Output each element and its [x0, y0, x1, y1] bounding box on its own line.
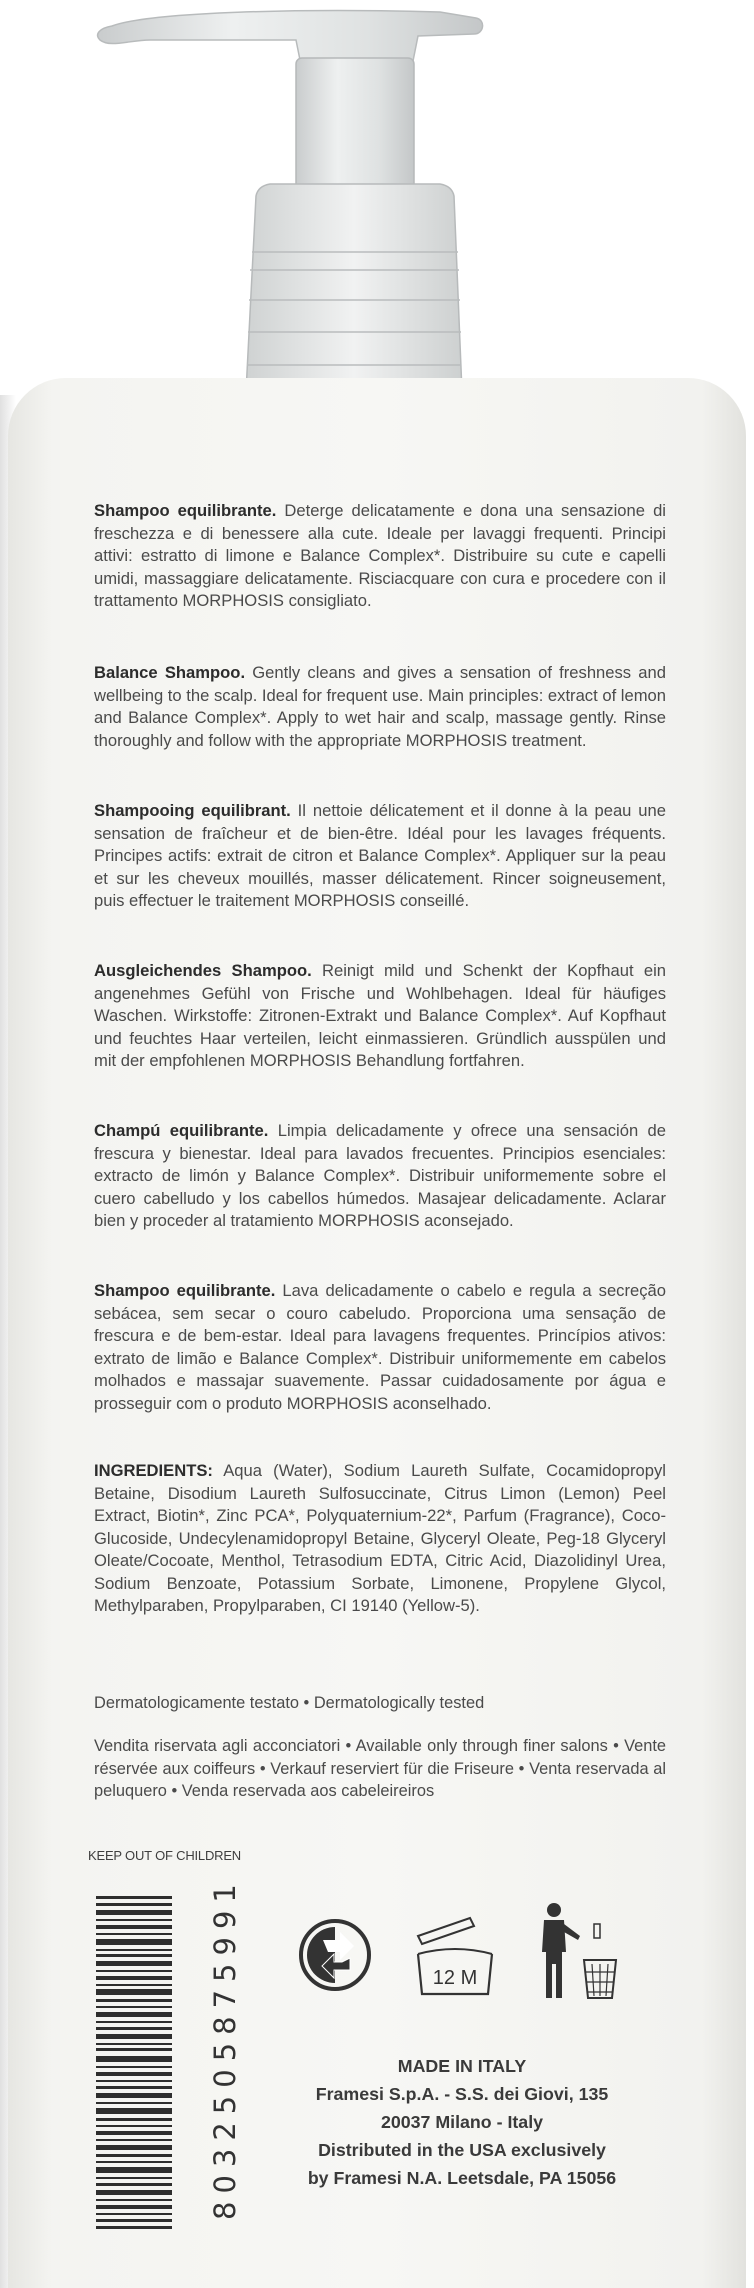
made-in-italy: MADE IN ITALY [397, 2056, 527, 2076]
period-after-opening-icon [408, 1914, 502, 2000]
dispose-in-bin-icon [532, 1902, 618, 2002]
manufacturer-address: Framesi S.p.A. - S.S. dei Giovi, 135 [315, 2084, 609, 2104]
sale-notice: Vendita riservata agli acconciatori • Available only through finer salons • Vente réservée aux coiffeurs • Verkauf reserviert für die Friseure • Venta reservada al peluquero • Venda reservada aos cabeleireiros [94, 1737, 666, 1800]
paragraph-french: Shampooing equilibrant. Il nettoie délicatement et il donne à la peau une sensation de fraîcheur et de bien-être. Idéal pour les lavages fréquents. Principes actifs: extrait de citron et Balance Complex*. Appliquer sur la peau et sur les cheveux mouillés, masser délicatement. Rincer soigneusement, puis effectuer le traitement MORPHOSIS conseillé. [94, 801, 666, 910]
warning-text: KEEP OUT OF CHILDREN [88, 1848, 241, 1863]
paragraph-english: Balance Shampoo. Gently cleans and gives a sensation of freshness and wellbeing to the scalp. Ideal for frequent use. Main principles: extract of lemon and Balance Complex*. Apply to wet hair and scalp, massage gently. Rinse thoroughly and follow with the appropriate MORPHOSIS treatment. [94, 663, 666, 750]
recycle-green-dot-icon [298, 1918, 372, 1992]
manufacturer-city: 20037 Milano - Italy [380, 2112, 544, 2132]
distributor-line: Distributed in the USA exclusively [318, 2140, 606, 2160]
manufacturer-info [262, 2052, 662, 2192]
distributor-address: by Framesi N.A. Leetsdale, PA 15056 [307, 2168, 617, 2188]
paragraph-german: Ausgleichendes Shampoo. Reinigt mild und Schenkt der Kopfhaut ein angenehmes Gefühl von Frische und Wohlbehagen. Ideal für häufiges Waschen. Wirkstoffe: Zitronen-Extrakt und Balance Complex*. Auf Kopfhaut und feuchtes Haar verteilen, leicht einmassieren. Gründlich ausspülen und mit der empfohlenen MORPHOSIS Behandlung fortfahren. [94, 961, 666, 1070]
paragraph-italian: Shampoo equilibrante. Deterge delicatamente e dona una sensazione di freschezza e di benessere alla cute. Ideale per lavaggi frequenti. Principi attivi: estratto di limone e Balance Complex*. Distribuire su cute e capelli umidi, massaggiare delicatamente. Risciacquare con cura e procedere con il trattamento MORPHOSIS consigliato. [94, 501, 666, 610]
barcode-number: 8032505875991 [208, 1876, 242, 2220]
pump-dispenser [0, 0, 754, 420]
pao-label: 12 M [432, 1967, 478, 1989]
paragraph-spanish: Champú equilibrante. Limpia delicadamente y ofrece una sensación de frescura y bienestar. Ideal para lavados frecuentes. Principios esenciales: extracto de limón y Balance Complex*. Distribuir uniformemente sobre el cuero cabelludo y los cabellos húmedos. Masajear delicadamente. Aclarar bien y proceder al tratamiento MORPHOSIS aconsejado. [94, 1121, 666, 1230]
paragraph-portuguese: Shampoo equilibrante. Lava delicadamente o cabelo e regula a secreção sebácea, sem secar o couro cabeludo. Proporciona uma sensação de frescura e de bem-estar. Ideal para lavagens frequentes. Princípios ativos: extrato de limão e Balance Complex*. Distribuir uniformemente em cabelos molhados e massajar suavemente. Passar cuidadosamente por água e prosseguir com o produto MORPHOSIS aconselhado. [94, 1281, 666, 1413]
barcode [96, 1896, 172, 2231]
tested-note: Dermatologicamente testato • Dermatologically tested [94, 1694, 485, 1712]
paragraph-ingredients: INGREDIENTS: Aqua (Water), Sodium Laureth Sulfate, Cocamidopropyl Betaine, Disodium Laureth Sulfosuccinate, Citrus Limon (Lemon) Peel Extract, Biotin*, Zinc PCA*, Polyquaternium-22*, Parfum (Fragrance), Coco-Glucoside, Undecylenamidopropyl Betaine, Glyceryl Oleate, Peg-18 Glyceryl Oleate/Cocoate, Menthol, Tetrasodium EDTA, Citric Acid, Diazolidinyl Urea, Sodium Benzoate, Potassium Sorbate, Limonene, Propylene Glycol, Methylparaben, Propylparaben, CI 19140 (Yellow-5). [94, 1461, 666, 1615]
